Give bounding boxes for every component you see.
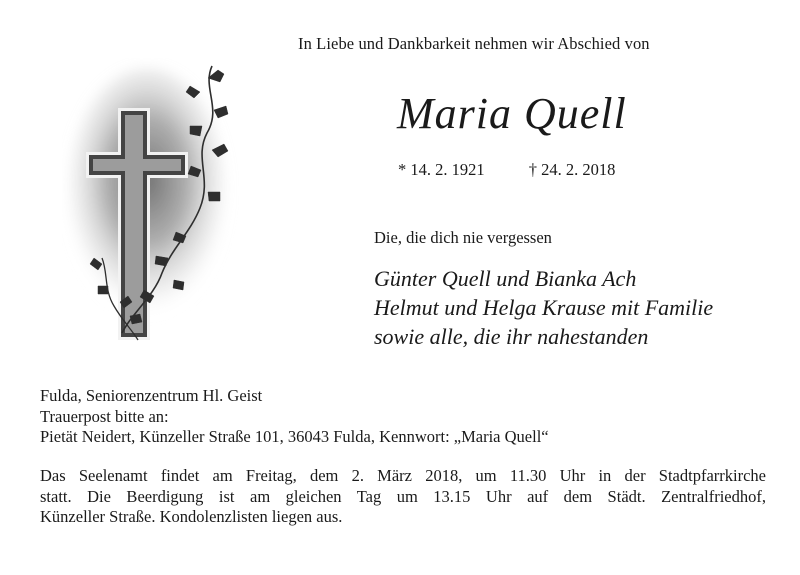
- mourner-line: Günter Quell und Bianka Ach: [374, 266, 637, 291]
- address-block: [40, 386, 549, 448]
- cross-with-ivy-icon: [62, 58, 240, 348]
- birth-date: * 14. 2. 1921: [398, 160, 485, 179]
- mourners-list: [374, 264, 713, 351]
- deceased-name: Maria Quell: [397, 89, 627, 138]
- address-line: Pietät Neidert, Künzeller Straße 101, 36043 Fulda, Kennwort: „Maria Quell“: [40, 427, 549, 446]
- intro-text: In Liebe und Dankbarkeit nehmen wir Abschied von: [298, 34, 650, 53]
- service-info: [40, 466, 766, 528]
- service-line: statt. Die Beerdigung ist am gleichen Tag um 13.15 Uhr auf dem Städt. Zentralfriedhof,: [40, 486, 766, 506]
- mourner-line: Helmut und Helga Krause mit Familie: [374, 295, 714, 320]
- address-line: Fulda, Seniorenzentrum Hl. Geist: [40, 386, 263, 405]
- cross-graphic: [62, 58, 240, 348]
- service-line: Das Seelenamt findet am Freitag, dem 2. März 2018, um 11.30 Uhr in der Stadtpfarrkirche: [40, 466, 766, 485]
- service-line: Künzeller Straße. Kondolenzlisten liegen aus.: [40, 507, 343, 526]
- life-dates: [398, 160, 615, 180]
- mourner-line: sowie alle, die ihr nahestanden: [374, 324, 649, 349]
- death-date: † 24. 2. 2018: [528, 160, 616, 179]
- address-line: Trauerpost bitte an:: [40, 406, 169, 426]
- mourners-intro: Die, die dich nie vergessen: [374, 228, 552, 247]
